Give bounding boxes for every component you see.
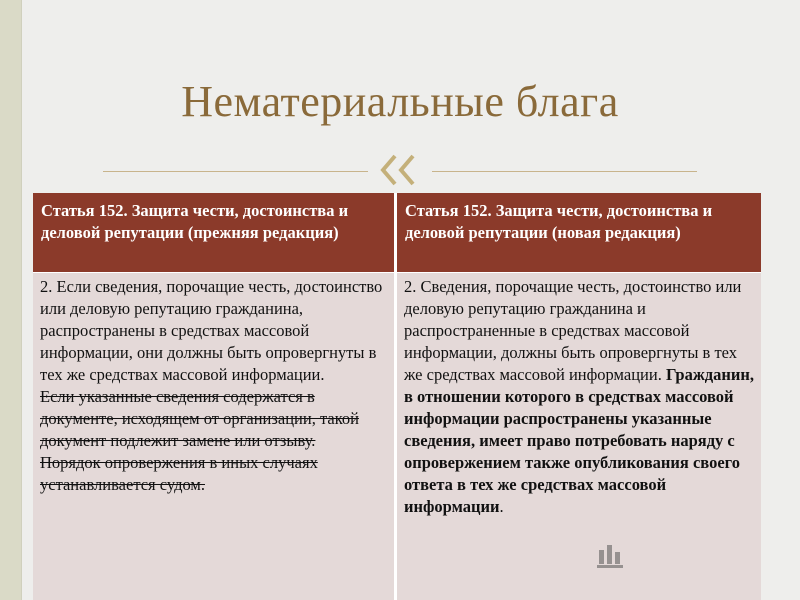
title-rule-left (103, 171, 368, 172)
body-cell-new-edition (397, 273, 761, 600)
old-edition-paragraph-3-struck: Порядок опровержения в иных случаях устанавливается судом. (40, 453, 318, 494)
new-edition-text-end: . (499, 497, 504, 516)
body-cell-old-edition (33, 273, 394, 600)
logo-watermark-icon (595, 540, 625, 570)
header-old-edition-text: Статья 152. Защита чести, достоинства и деловой репутации (прежняя редакция) (41, 201, 349, 242)
old-edition-paragraph-2-struck: Если указанные сведения содержатся в документе, исходящем от организации, такой документ подлежит замене или отзыву. (40, 387, 359, 450)
old-edition-paragraph-1: 2. Если сведения, порочащие честь, достоинство или деловую репутацию гражданина, распространены в средствах массовой информации, они должны быть опровергнуты в тех же средствах массовой информации. (40, 277, 383, 384)
left-decorative-band (0, 0, 22, 600)
row-separator (33, 272, 761, 273)
header-cell-new-edition (397, 193, 761, 272)
header-cell-old-edition (33, 193, 394, 272)
title-rule-right (432, 171, 697, 172)
slide-title: Нематериальные блага (181, 77, 619, 126)
new-edition-text-normal: 2. Сведения, порочащие честь, достоинство или деловую репутацию гражданина и распространенные в средствах массовой информации, должны быть опровергнуты в тех же средствах массовой информации. (404, 277, 742, 384)
double-chevron-left-icon (373, 150, 427, 190)
header-new-edition-text: Статья 152. Защита чести, достоинства и деловой репутации (новая редакция) (405, 201, 713, 242)
column-separator (394, 193, 397, 600)
comparison-table (33, 193, 761, 600)
new-edition-text-bold: Гражданин, в отношении которого в средствах массовой информации распространены указанные сведения, имеет право потребовать наряду с опровержением также опубликования своего ответа в тех же средствах массовой информации (404, 365, 755, 516)
